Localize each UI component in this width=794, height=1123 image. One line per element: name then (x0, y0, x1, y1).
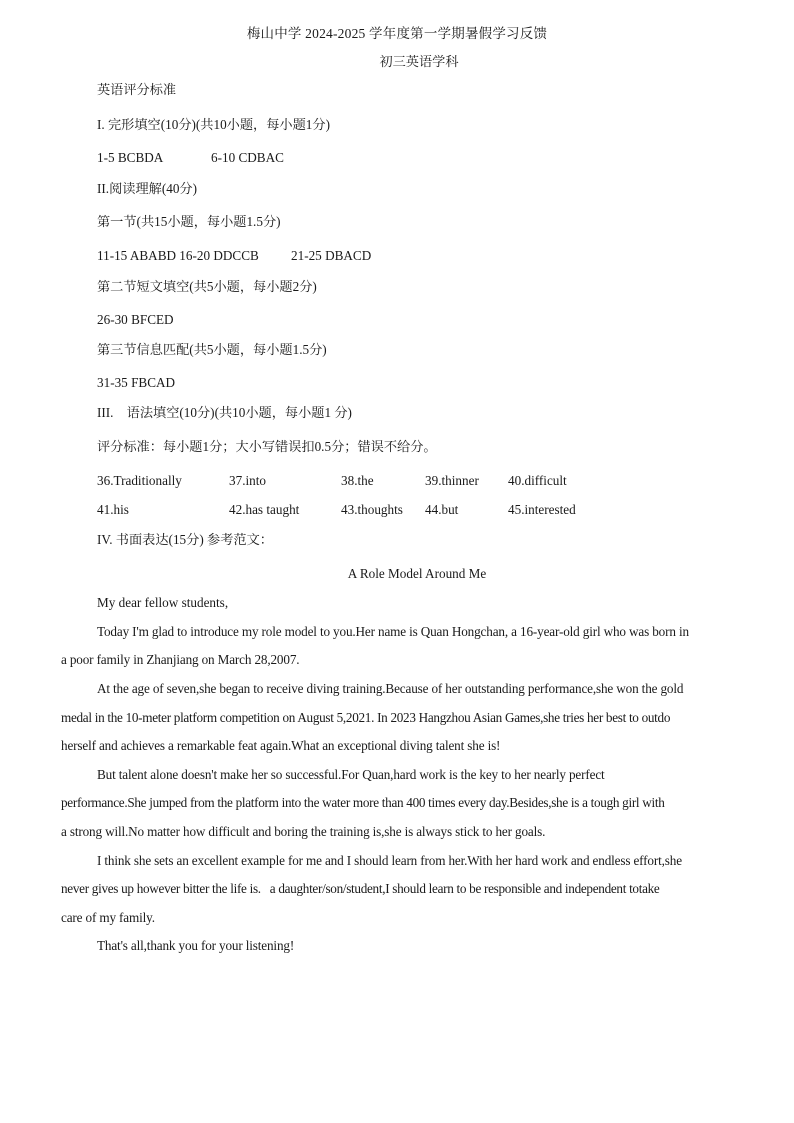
part2-title: 第二节短文填空(共5小题，每小题2分) (97, 279, 317, 294)
essay-line: That's all,thank you for your listening! (97, 938, 295, 953)
essay-line: medal in the 10-meter platform competition on August 5,2021. In 2023 Hangzhou Asian Games,she tries her best to outdo (61, 710, 671, 725)
grammar-answer: 44.but (425, 502, 459, 517)
section2-title: II.阅读理解(40分) (97, 181, 197, 196)
essay-line: But talent alone doesn't make her so successful.For Quan,hard work is the key to her nearly perfect (97, 767, 605, 782)
essay-line: never gives up however bitter the life is. a daughter/son/student,I should learn to be responsible and independent totake (61, 881, 660, 896)
section3-title: III. 语法填空(10分)(共10小题，每小题1 分) (97, 405, 352, 420)
grammar-answer: 40.difficult (508, 473, 567, 488)
essay-line: a poor family in Zhanjiang on March 28,2007. (61, 652, 300, 667)
essay-line: a strong will.No matter how difficult and boring the training is,she is always stick to her goals. (61, 824, 546, 839)
essay-greeting: My dear fellow students, (97, 595, 229, 610)
grammar-answer: 37.into (229, 473, 266, 488)
document-title: 梅山中学 2024-2025 学年度第一学期暑假学习反馈 (246, 26, 548, 41)
section1-title: I. 完形填空(10分)(共10小题，每小题1分) (97, 117, 330, 132)
section3-rule: 评分标准：每小题1分；大小写错误扣0.5分；错误不给分。 (97, 439, 437, 454)
essay-line: At the age of seven,she began to receive diving training.Because of her outstanding performance,she won the gold (97, 681, 684, 696)
essay-line: performance.She jumped from the platform into the water more than 400 times every day.Besides,she is a tough girl with (61, 795, 665, 810)
part2-answers: 26-30 BFCED (97, 312, 174, 327)
section1-answers-b: 6-10 CDBAC (211, 150, 284, 165)
grammar-answer: 41.his (97, 502, 129, 517)
part1-answers-a: 11-15 ABABD 16-20 DDCCB (97, 248, 259, 263)
grammar-answer: 45.interested (508, 502, 576, 517)
part3-answers: 31-35 FBCAD (97, 375, 176, 390)
essay-line: herself and achieves a remarkable feat again.What an exceptional diving talent she is! (61, 738, 501, 753)
grammar-answer: 38.the (341, 473, 374, 488)
essay-line: Today I'm glad to introduce my role model to you.Her name is Quan Hongchan, a 16-year-old girl who was born in (97, 624, 689, 639)
grammar-answer: 43.thoughts (341, 502, 403, 517)
section4-title: IV. 书面表达(15分) 参考范文： (97, 532, 273, 547)
document-subtitle: 初三英语学科 (379, 54, 459, 69)
scoring-heading: 英语评分标准 (97, 82, 177, 97)
essay-title: A Role Model Around Me (347, 566, 487, 581)
grammar-answer: 39.thinner (425, 473, 479, 488)
section1-answers-a: 1-5 BCBDA (97, 150, 164, 165)
essay-line: care of my family. (61, 910, 155, 925)
grammar-answer: 36.Traditionally (97, 473, 182, 488)
part1-answers-b: 21-25 DBACD (291, 248, 372, 263)
part3-title: 第三节信息匹配(共5小题，每小题1.5分) (97, 342, 327, 357)
grammar-answer: 42.has taught (229, 502, 300, 517)
part1-title: 第一节(共15小题，每小题1.5分) (97, 214, 281, 229)
essay-line: I think she sets an excellent example for me and I should learn from her.With her hard work and endless effort,she (97, 853, 682, 868)
